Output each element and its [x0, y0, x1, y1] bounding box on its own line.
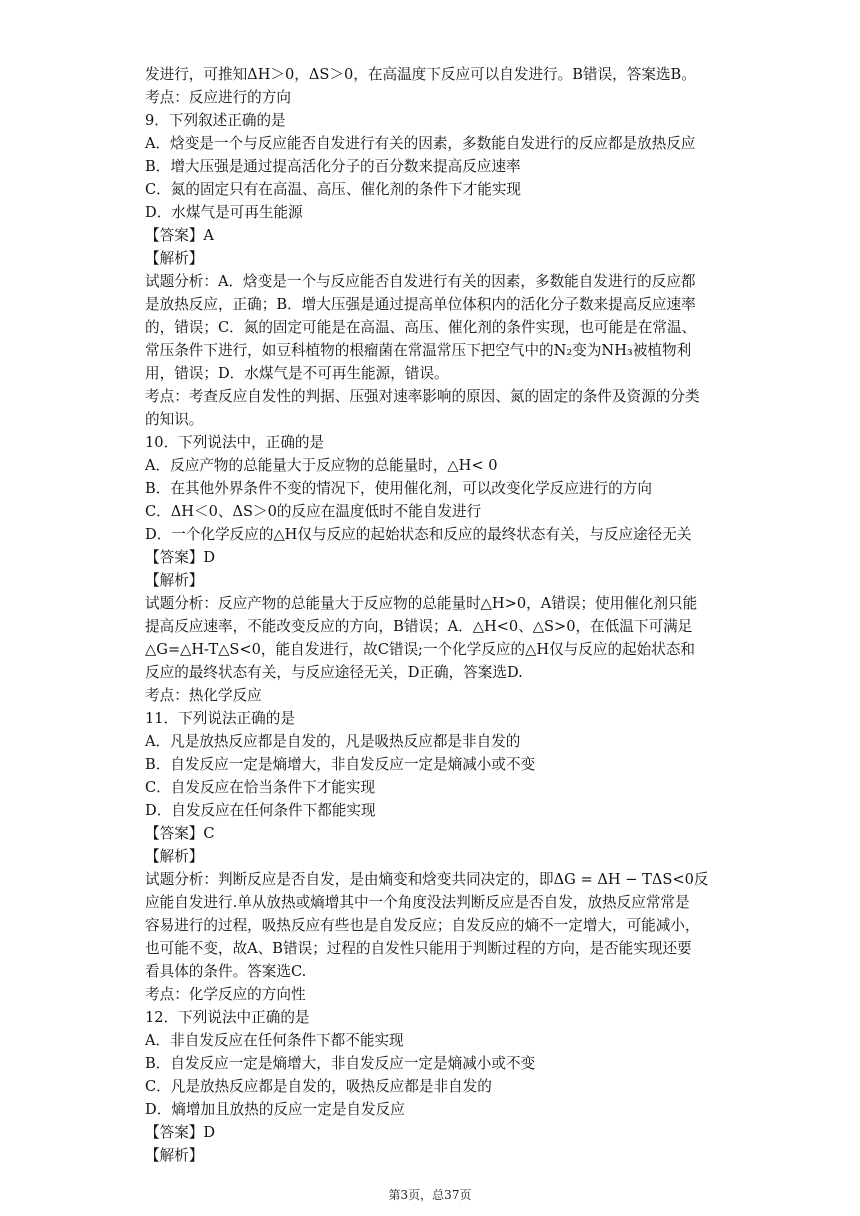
analysis-label: 【解析】 — [145, 1147, 204, 1164]
text-line: 试题分析：A．焓变是一个与反应能否自发进行有关的因素，多数能自发进行的反应都 — [145, 273, 696, 290]
text-line: 考点：考查反应自发性的判据、压强对速率影响的原因、氮的固定的条件及资源的分类 — [145, 388, 700, 405]
question-10-title: 10．下列说法中，正确的是 — [145, 434, 325, 451]
text-line: 常压条件下进行，如豆科植物的根瘤菌在常温常压下把空气中的N₂变为NH₃被植物利 — [145, 342, 692, 359]
analysis-label: 【解析】 — [145, 848, 204, 865]
option-c: C．凡是放热反应都是自发的，吸热反应都是非自发的 — [145, 1078, 492, 1095]
option-c: C．自发反应在恰当条件下才能实现 — [145, 779, 376, 796]
text-line: 试题分析：判断反应是否自发，是由熵变和焓变共同决定的，即ΔG = ΔH − TΔS<0反 — [145, 871, 709, 888]
page-footer: 第3页，总37页 — [388, 1188, 472, 1202]
answer-label: 【答案】C — [145, 825, 215, 842]
option-d: D．熵增加且放热的反应一定是自发反应 — [145, 1101, 405, 1118]
option-a: A．凡是放热反应都是自发的，凡是吸热反应都是非自发的 — [145, 733, 521, 750]
option-b: B．增大压强是通过提高活化分子的百分数来提高反应速率 — [145, 158, 521, 175]
option-d: D．水煤气是可再生能源 — [145, 204, 303, 221]
option-a: A．非自发反应在任何条件下都不能实现 — [145, 1032, 404, 1049]
option-c: C．氮的固定只有在高温、高压、催化剂的条件下才能实现 — [145, 181, 522, 198]
option-b: B．在其他外界条件不变的情况下，使用催化剂，可以改变化学反应进行的方向 — [145, 480, 652, 497]
option-a: A．焓变是一个与反应能否自发进行有关的因素，多数能自发进行的反应都是放热反应 — [145, 135, 696, 152]
text-line: 考点：热化学反应 — [145, 687, 262, 704]
text-line: 提高反应速率，不能改变反应的方向，B错误；A．△H<0、△S>0，在低温下可满足 — [145, 618, 693, 635]
text-line: 是放热反应，正确；B．增大压强是通过提高单位体积内的活化分子数来提高反应速率 — [145, 296, 696, 313]
answer-label: 【答案】A — [145, 227, 214, 244]
text-line: 容易进行的过程，吸热反应有些也是自发反应；自发反应的熵不一定增大，可能减小， — [145, 917, 700, 934]
analysis-label: 【解析】 — [145, 572, 204, 589]
option-d: D．自发反应在任何条件下都能实现 — [145, 802, 376, 819]
answer-label: 【答案】D — [145, 1124, 216, 1141]
option-a: A．反应产物的总能量大于反应物的总能量时，△H< 0 — [145, 457, 498, 474]
text-line: 的，错误；C．氮的固定可能是在高温、高压、催化剂的条件实现，也可能是在常温、 — [145, 319, 697, 336]
text-line: 发进行，可推知ΔH＞0，ΔS＞0，在高温度下反应可以自发进行。B错误，答案选B。 — [145, 66, 696, 83]
text-line: 的知识。 — [145, 411, 204, 428]
question-9-title: 9．下列叙述正确的是 — [145, 112, 286, 129]
text-line: △G=△H-T△S<0，能自发进行，故C错误;一个化学反应的△H仅与反应的起始状态和 — [145, 641, 696, 658]
option-b: B．自发反应一定是熵增大，非自发反应一定是熵减小或不变 — [145, 756, 536, 773]
text-line: 也可能不变，故A、B错误；过程的自发性只能用于判断过程的方向，是否能实现还要 — [145, 940, 692, 957]
text-line: 考点：反应进行的方向 — [145, 89, 291, 106]
text-line: 看具体的条件。答案选C. — [145, 963, 307, 980]
option-c: C．ΔH＜0、ΔS＞0的反应在温度低时不能自发进行 — [145, 503, 482, 520]
option-d: D．一个化学反应的△H仅与反应的起始状态和反应的最终状态有关，与反应途径无关 — [145, 526, 692, 543]
text-line: 考点：化学反应的方向性 — [145, 986, 306, 1003]
analysis-label: 【解析】 — [145, 250, 204, 267]
option-b: B．自发反应一定是熵增大，非自发反应一定是熵减小或不变 — [145, 1055, 536, 1072]
text-line: 反应的最终状态有关，与反应途径无关，D正确，答案选D. — [145, 664, 523, 681]
question-11-title: 11．下列说法正确的是 — [145, 710, 295, 727]
text-line: 用，错误；D．水煤气是不可再生能源，错误。 — [145, 365, 449, 382]
question-12-title: 12．下列说法中正确的是 — [145, 1009, 310, 1026]
answer-label: 【答案】D — [145, 549, 216, 566]
text-line: 试题分析：反应产物的总能量大于反应物的总能量时△H>0，A错误；使用催化剂只能 — [145, 595, 698, 612]
text-line: 应能自发进行.单从放热或熵增其中一个角度没法判断反应是否自发，放热反应常常是 — [145, 894, 690, 911]
